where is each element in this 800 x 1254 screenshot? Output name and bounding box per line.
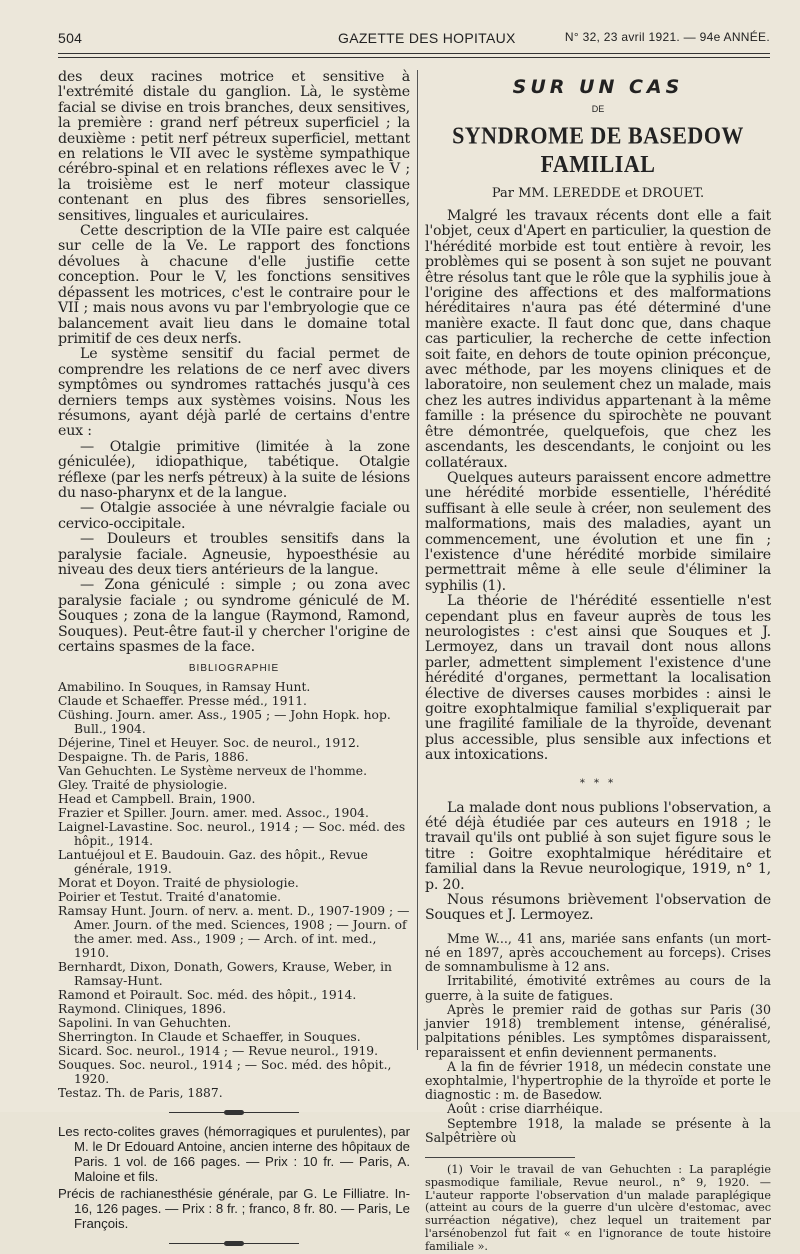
article-authors: Par MM. LEREDDE et DROUET. [491, 186, 705, 201]
biblio-entry: Raymond. Cliniques, 1896. [58, 1002, 227, 1017]
biblio-entry: Frazier et Spiller. Journ. amer. med. Assoc., 1904. [58, 806, 369, 821]
biblio-entry: Sicard. Soc. neurol., 1914 ; — Revue neurol., 1919. [58, 1044, 379, 1059]
journal-title: GAZETTE DES HOPITAUX [338, 30, 516, 46]
biblio-entry: Lantuéjoul et E. Baudouin. Gaz. des hôpit., Revue générale, 1919. [58, 848, 368, 877]
biblio-entry: Ramond et Poirault. Soc. méd. des hôpit., 1914. [58, 988, 357, 1003]
article-title-de: DE [591, 104, 605, 114]
biblio-entry: Cüshing. Journ. amer. Ass., 1905 ; — John Hopk. hop. Bull., 1904. [58, 708, 391, 737]
article-body [425, 209, 771, 764]
biblio-entry: Despaigne. Th. de Paris, 1886. [58, 750, 249, 765]
biblio-entry: Amabilino. In Souques, in Ramsay Hunt. [58, 680, 311, 695]
biblio-entry: Sapolini. In van Gehuchten. [58, 1016, 232, 1031]
footnote: (1) Voir le travail de van Gehuchten : La paraplégie spasmodique familiale, Revue neurol., n° 9, 1920. — L'auteur rapporte l'observation d'un malade paraplégique (atteint au cours de la guerre d'un ulcère d'estomac, avec surréaction négative), chez lequel un traitement par l'arsénobenzol fut fait « en l'ignorance de toute histoire familiale ». [425, 1162, 771, 1253]
right-column [425, 70, 771, 1253]
bibliography-title: BIBLIOGRAPHIE [188, 663, 280, 675]
footnote-rule [425, 1157, 575, 1158]
section-stars: * * * [579, 777, 617, 789]
ornamental-divider [169, 1241, 299, 1247]
biblio-entry: Van Gehuchten. Le Système nerveux de l'homme. [58, 764, 367, 779]
observation [425, 932, 771, 1145]
biblio-entry: Laignel-Lavastine. Soc. neurol., 1914 ; — Soc. méd. des hôpit., 1914. [58, 820, 406, 849]
article-title: SYNDROME DE BASEDOW FAMILIAL [452, 121, 744, 178]
observation-paragraph: Après le premier raid de gothas sur Paris (30 janvier 1918) tremblement intense, généralisé, palpitations pénibles. Les symptômes disparaissent, reparaissent et enfin deviennent permanents. [425, 1001, 771, 1060]
biblio-entry: Poirier et Testut. Traité d'anatomie. [58, 890, 282, 905]
paragraph: Le système sensitif du facial permet de comprendre les relations de ce nerf avec divers symptômes ou syndromes rattachés jusqu'à ces derniers temps aux systèmes voisins. Nous les résumons, ayant déjà parlé de certains d'entre eux : [58, 346, 410, 440]
book-notice: Précis de rachianesthésie générale, par G. Le Filliatre. In-16, 126 pages. — Prix : 8 fr. ; franco, 8 fr. 80. — Paris, Le François. [58, 1186, 410, 1232]
observation-paragraph: A la fin de février 1918, un médecin constate une exophtalmie, l'hypertrophie de la thyroïde et porte le diagnostic : m. de Basedow. [425, 1058, 771, 1103]
observation-paragraph: Irritabilité, émotivité extrêmes au cours de la guerre, à la suite de fatigues. [425, 973, 771, 1003]
left-column [58, 69, 410, 1232]
biblio-entry: Testaz. Th. de Paris, 1887. [58, 1086, 223, 1101]
header-rule-2 [58, 57, 770, 58]
book-notice: Les recto-colites graves (hémorragiques et purulentes), par M. le Dr Edouard Antoine, ancien interne des hôpitaux de Paris. 1 vol. de 166 pages. — Prix : 10 fr. — Paris, A. Maloine et fils. [58, 1124, 410, 1185]
biblio-entry: Gley. Traité de physiologie. [58, 778, 228, 793]
biblio-entry: Déjerine, Tinel et Heuyer. Soc. de neurol., 1912. [58, 736, 360, 751]
left-body [58, 70, 410, 655]
biblio-entry: Bernhardt, Dixon, Donath, Gowers, Krause, Weber, in Ramsay-Hunt. [58, 960, 392, 989]
paragraph: — Otalgie associée à une névralgie faciale ou cervico-occipitale. [58, 500, 410, 532]
paragraph: Nous résumons brièvement l'observation de Souques et J. Lermoyez. [425, 892, 771, 924]
paragraph: La théorie de l'hérédité essentielle n'est cependant plus en faveur auprès de tous les neurologistes : c'est ainsi que Souques et J. Lermoyez, dans un travail dont nous allons parler, admettent simplement l'existence d'une hérédité d'organes, permettant la localisation élective de diverses causes morbides : ainsi le goitre exophtalmique familial s'expliquerait par une fragilité familiale de la thyroïde, devenant plus accessible, plus sensible aux infections et aux intoxications. [425, 593, 771, 764]
paragraph: — Douleurs et troubles sensitifs dans la paralysie faciale. Agneusie, hypoesthésie au niveau des deux tiers antérieurs de la langue. [58, 531, 410, 578]
paragraph: Cette description de la VIIe paire est calquée sur celle de la Ve. Le rapport des fonctions dévolues à chacune d'elle justifie cette conception. Pour le V, les fonctions sensitives dépassent les motrices, c'est le contraire pour le VII ; mais nous avons vu par l'embryologie que ce balancement avait lieu dans le domaine total primitif de ces deux nerfs. [58, 223, 410, 347]
issue-info: N° 32, 23 avril 1921. — 94e ANNÉE. [564, 30, 770, 44]
biblio-entry: Head et Campbell. Brain, 1900. [58, 792, 256, 807]
biblio-entry: Morat et Doyon. Traité de physiologie. [58, 876, 299, 891]
column-divider [417, 70, 418, 1050]
paragraph: La malade dont nous publions l'observation, a été déjà étudiée par ces auteurs en 1918 ; le travail qu'ils ont publié à son sujet figure sous le titre : Goitre exophtalmique héréditaire et familial dans la Revue neurologique, 1919, n° 1, p. 20. [425, 799, 771, 893]
observation-paragraph: Août : crise diarrhéique. [447, 1101, 603, 1117]
paragraph: Quelques auteurs paraissent encore admettre une hérédité morbide essentielle, l'hérédité suffisant à elle seule à créer, non seulement des malformations, mais des maladies, ayant un commencement, une évolution et une fin ; l'existence d'une hérédité morbide similaire permettrait même à elle seule d'éliminer la syphilis (1). [425, 469, 771, 594]
paragraph: — Otalgie primitive (limitée à la zone géniculée), idiopathique, tabétique. Otalgie réflexe (par les nerfs pétreux) à la suite de lésions du naso-pharynx et de la langue. [58, 438, 410, 501]
paragraph: des deux racines motrice et sensitive à l'extrémité distale du ganglion. Là, le système facial se divise en trois branches, deux sensitives, la première : grand nerf pétreux superficiel ; la deuxième : petit nerf pétreux superficiel, mettant en relations le VII avec le système sympathique cérébro-spinal et en relations réflexes avec le V ; la troisième est le nerf moteur classique contenant en plus des fibres sensorielles, sensitives, linguales et auriculaires. [58, 69, 410, 224]
page-header [58, 30, 770, 50]
paragraph: — Zona géniculé : simple ; ou zona avec paralysie faciale ; ou syndrome géniculé de M. Souques ; zona de la langue (Raymond, Ramond, Souques). Peut-être faut-il y chercher l'origine de certains spasmes de la face. [58, 577, 410, 656]
biblio-entry: Claude et Schaeffer. Presse méd., 1911. [58, 694, 307, 709]
paragraph: Malgré les travaux récents dont elle a fait l'objet, ceux d'Apert en particulier, la question de l'hérédité morbide est tout entière à revoir, les problèmes qui se posent à son sujet ne pouvant être résolus tant que le rôle que la syphilis joue à l'origine des affections et des malformations héréditaires n'aura pas été déterminé d'une manière exacte. Il faut donc que, dans chaque cas particulier, la recherche de cette infection soit faite, en dehors de toute opinion préconçue, avec méthode, par les moyens cliniques et de laboratoire, non seulement chez un malade, mais chez les autres individus appartenant à la même famille : la présence du spirochète ne pouvant être démontrée, quelquefois, que chez les ascendants, les descendants, le conjoint ou les collatéraux. [425, 208, 771, 471]
bibliography [58, 680, 410, 1100]
ornamental-divider [169, 1110, 299, 1116]
observation-paragraph: Mme W..., 41 ans, mariée sans enfants (un mort-né en 1897, après accouchement au forceps). Crises de somnambulisme à 12 ans. [425, 930, 771, 975]
article-title-line1: SUR UN CAS [512, 76, 684, 98]
biblio-entry: Sherrington. In Claude et Schaeffer, in Souques. [58, 1030, 361, 1045]
biblio-entry: Souques. Soc. neurol., 1914 ; — Soc. méd. des hôpit., 1920. [58, 1058, 392, 1087]
page-number: 504 [58, 30, 83, 46]
biblio-entry: Ramsay Hunt. Journ. of nerv. a. ment. D., 1907-1909 ; — Amer. Journ. of the med. Sciences, 1908 ; — Journ. of the amer. med. Ass., 1909 ; — Arch. of int. med., 1910. [58, 904, 410, 961]
header-rule [58, 53, 770, 54]
observation-paragraph: Septembre 1918, la malade se présente à la Salpêtrière où [425, 1115, 771, 1145]
article-body-2 [425, 801, 771, 924]
